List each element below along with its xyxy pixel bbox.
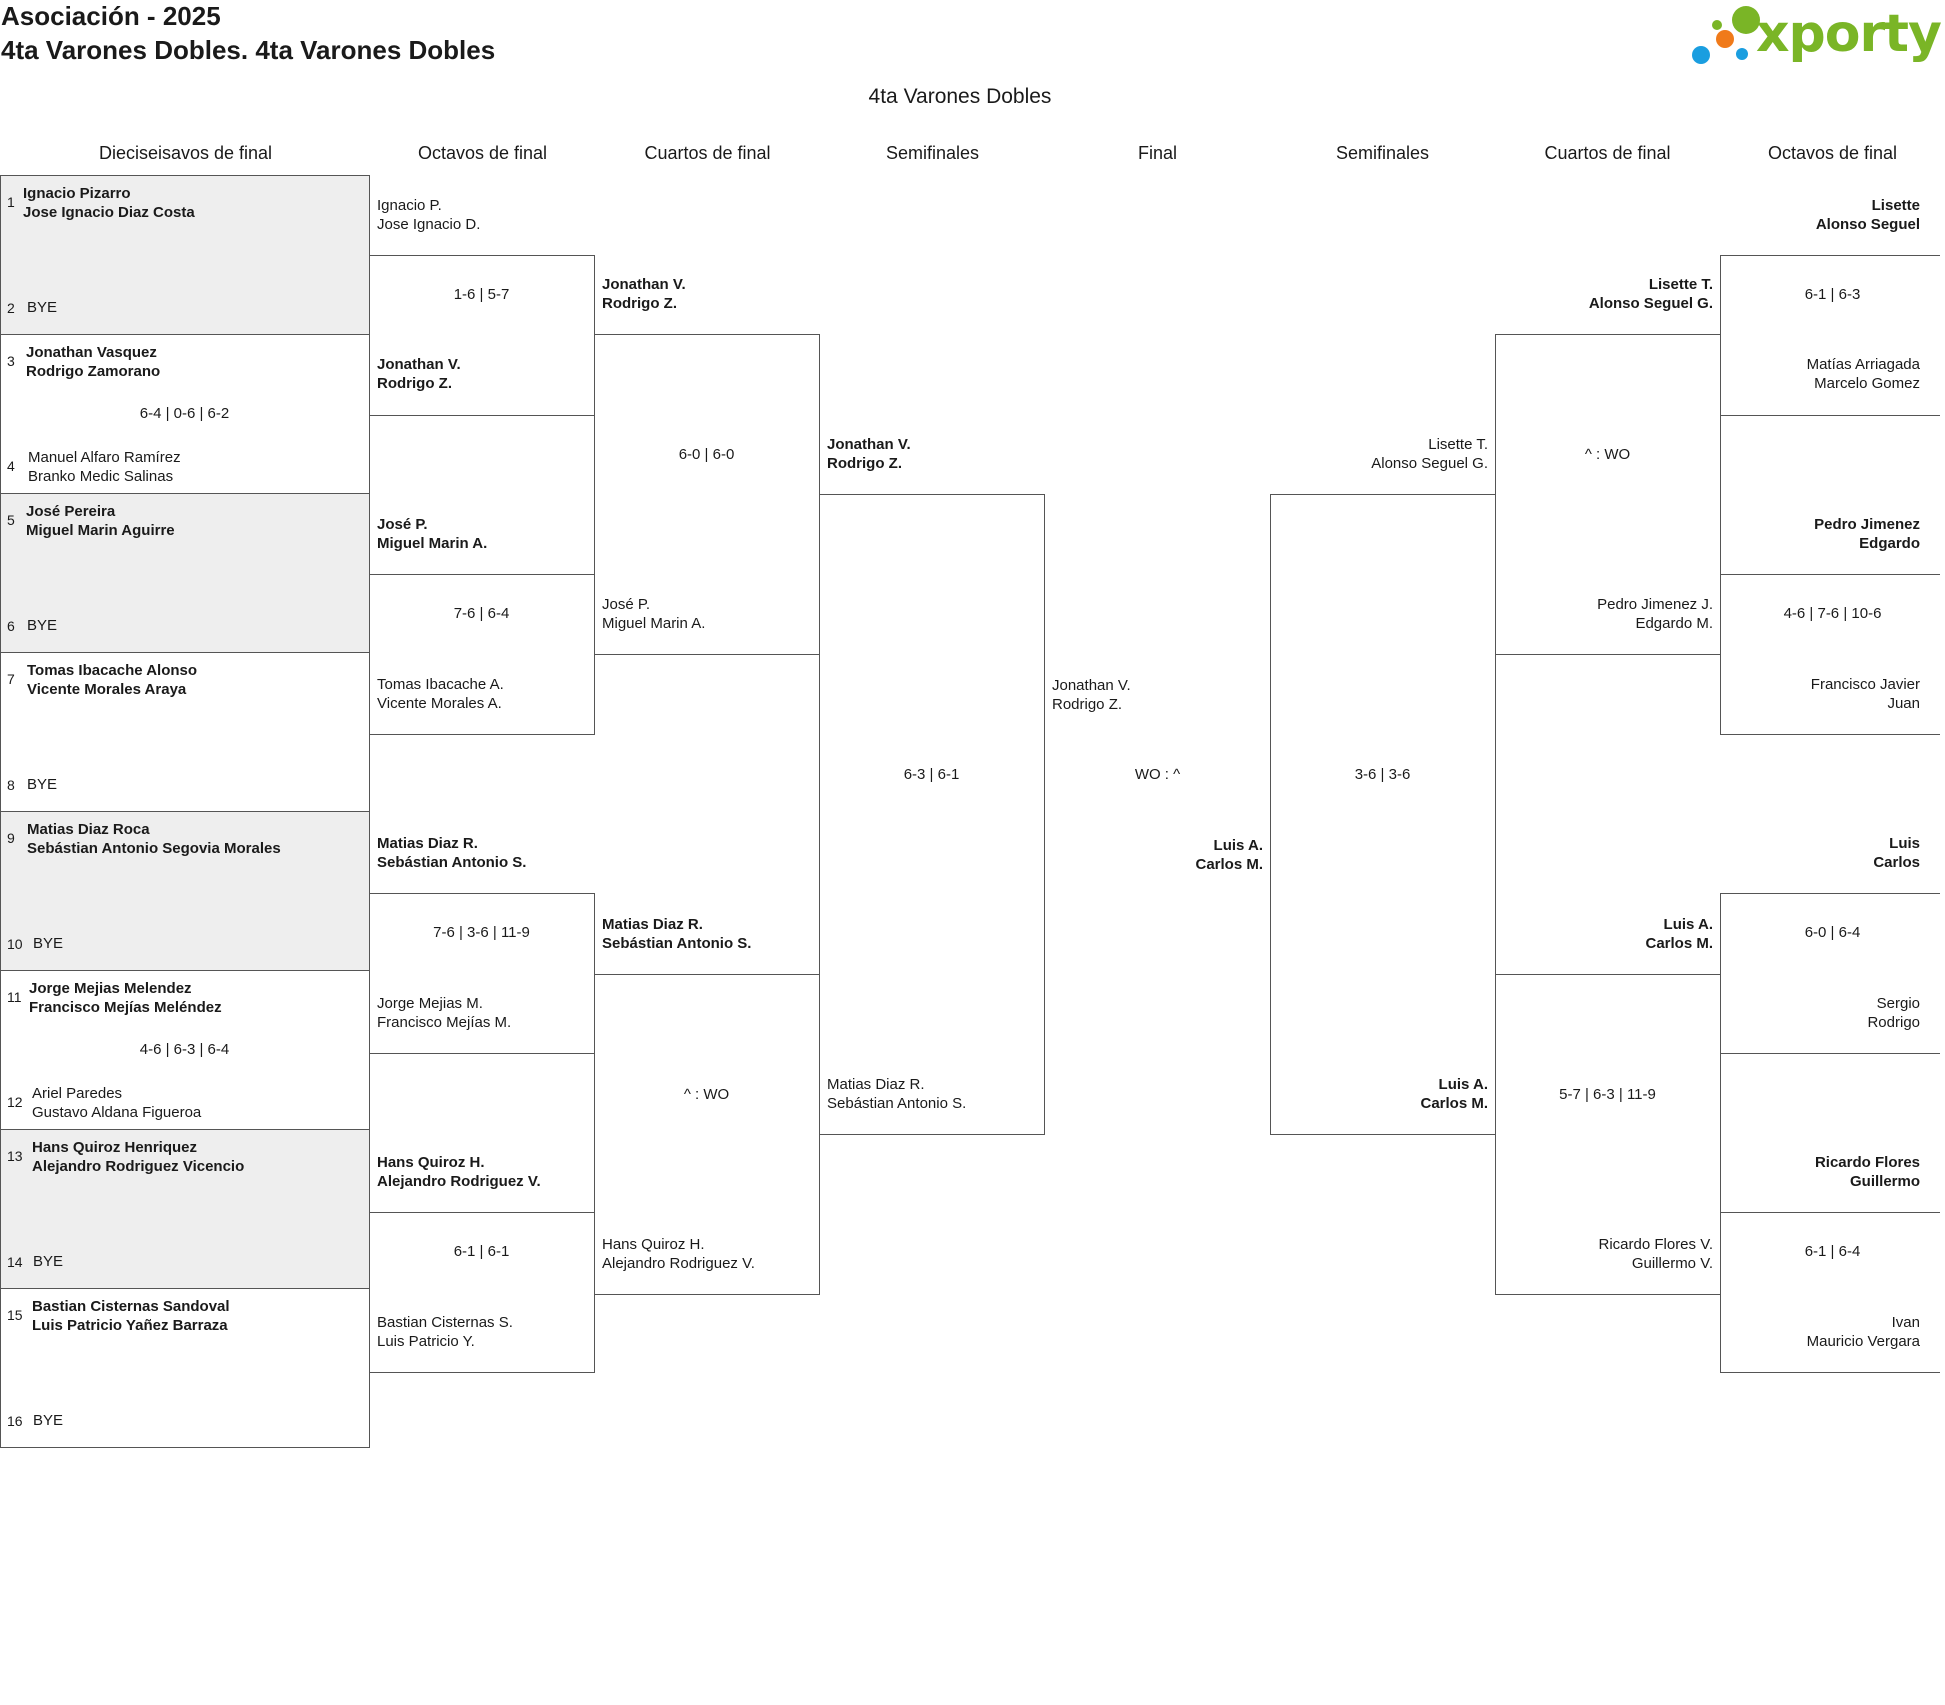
- team-player: Carlos M.: [1645, 935, 1713, 952]
- finalist-left-player: Rodrigo Z.: [1052, 696, 1123, 713]
- team-player: Miguel Marin A.: [602, 615, 706, 632]
- team-player: Miguel Marin A.: [377, 535, 488, 552]
- team-player: Miguel Marin Aguirre: [26, 522, 175, 539]
- team-player: Luis: [1889, 835, 1920, 852]
- logo-dot-small-blue: [1736, 48, 1748, 60]
- team-player: Lisette T.: [1428, 436, 1488, 453]
- association-title: Asociación - 2025: [1, 1, 221, 31]
- team-player: Jorge Mejias Melendez: [29, 980, 192, 997]
- match-score: 6-0 | 6-0: [678, 446, 735, 463]
- team-player: Jonathan V.: [377, 356, 461, 373]
- team-player: Edgardo M.: [1635, 615, 1713, 632]
- seed: 10: [7, 936, 23, 952]
- team-player: Luis A.: [1438, 1076, 1488, 1093]
- team-player: Rodrigo Zamorano: [26, 363, 161, 380]
- team-player: Bastian Cisternas Sandoval: [32, 1298, 230, 1315]
- bye-label: BYE: [33, 1412, 64, 1429]
- team-player: Alejandro Rodriguez Vicencio: [32, 1158, 245, 1175]
- team-player: Sebástian Antonio S.: [602, 935, 752, 952]
- team-player: Ariel Paredes: [32, 1085, 123, 1102]
- team-player: Carlos M.: [1420, 1095, 1488, 1112]
- team-player: Alonso Seguel G.: [1371, 455, 1488, 472]
- round-header-sf-right: Semifinales: [1335, 143, 1430, 163]
- team-player: Francisco Mejías Meléndez: [29, 999, 222, 1016]
- team-player: Hans Quiroz H.: [602, 1236, 705, 1253]
- round-header-r16: Octavos de final: [417, 143, 548, 163]
- team-player: Marcelo Gomez: [1814, 375, 1920, 392]
- round-header-final: Final: [1137, 143, 1177, 163]
- team-player: Rodrigo Z.: [827, 455, 902, 472]
- team-player: Manuel Alfaro Ramírez: [28, 449, 181, 466]
- finalist-right-player: Carlos M.: [1195, 856, 1263, 873]
- match-score: 7-6 | 3-6 | 11-9: [433, 924, 530, 941]
- team-player: Carlos: [1873, 854, 1920, 871]
- bye-label: BYE: [27, 776, 58, 793]
- seed: 3: [7, 353, 15, 369]
- logo-wordmark: xporty: [1756, 4, 1941, 64]
- seed: 8: [7, 777, 15, 793]
- team-player: Ricardo Flores V.: [1598, 1236, 1713, 1253]
- match-score: 6-1 | 6-1: [453, 1243, 510, 1260]
- team-player: Rodrigo: [1867, 1014, 1920, 1031]
- xporty-logo[interactable]: [1688, 2, 1941, 70]
- team-player: Juan: [1887, 695, 1920, 712]
- team-player: Jose Ignacio Diaz Costa: [23, 204, 195, 221]
- team-player: Mauricio Vergara: [1806, 1333, 1920, 1350]
- round-header-qf: Cuartos de final: [644, 143, 771, 163]
- team-player: Francisco Mejías M.: [377, 1014, 512, 1031]
- team-player: Matias Diaz R.: [827, 1076, 925, 1093]
- bracket-title: 4ta Varones Dobles: [868, 85, 1052, 108]
- round-header-r16-right: Octavos de final: [1767, 143, 1898, 163]
- team-player: Sergio: [1876, 995, 1920, 1012]
- team-player: Vicente Morales A.: [377, 695, 502, 712]
- team-player: Sebástian Antonio S.: [377, 854, 527, 871]
- team-player: Jonathan V.: [827, 436, 911, 453]
- seed: 16: [7, 1413, 23, 1429]
- team-player: Ivan: [1891, 1314, 1920, 1331]
- team-player: Lisette: [1871, 197, 1920, 214]
- team-player: Branko Medic Salinas: [28, 468, 174, 485]
- match-score: ^ : WO: [1584, 446, 1631, 463]
- team-player: Sebástian Antonio Segovia Morales: [27, 840, 281, 857]
- match-score: 6-1 | 6-4: [1804, 1243, 1861, 1260]
- seed: 7: [7, 671, 15, 687]
- match-score: 4-6 | 7-6 | 10-6: [1783, 605, 1882, 622]
- logo-dot-orange: [1716, 30, 1734, 48]
- team-player: Guillermo V.: [1631, 1255, 1713, 1272]
- sf-match-right[interactable]: [1270, 494, 1496, 1135]
- match-score: 6-3 | 6-1: [903, 766, 960, 783]
- finalist-right-player: Luis A.: [1213, 837, 1263, 854]
- team-player: Alonso Seguel G.: [1588, 295, 1713, 312]
- team-player: José P.: [377, 516, 428, 533]
- team-player: Pedro Jimenez: [1814, 516, 1920, 533]
- team-player: Ricardo Flores: [1814, 1154, 1920, 1171]
- bye-label: BYE: [27, 617, 58, 634]
- team-player: Alejandro Rodriguez V.: [377, 1173, 541, 1190]
- match-score: 3-6 | 3-6: [1354, 766, 1411, 783]
- seed: 14: [7, 1254, 23, 1270]
- seed: 4: [7, 458, 15, 474]
- team-player: Alejandro Rodriguez V.: [602, 1255, 755, 1272]
- team-player: Rodrigo Z.: [377, 375, 452, 392]
- match-score: 6-0 | 6-4: [1804, 924, 1861, 941]
- team-player: Luis A.: [1663, 916, 1713, 933]
- team-player: Guillermo: [1849, 1173, 1920, 1190]
- team-player: Alonso Seguel: [1815, 216, 1920, 233]
- team-player: José P.: [602, 596, 651, 613]
- team-player: Matias Diaz R.: [377, 835, 478, 852]
- team-player: Jorge Mejias M.: [377, 995, 483, 1012]
- team-player: Jose Ignacio D.: [377, 216, 481, 233]
- seed: 9: [7, 830, 15, 846]
- match-score: 5-7 | 6-3 | 11-9: [1559, 1086, 1656, 1103]
- seed: 12: [7, 1094, 23, 1110]
- match-score: 4-6 | 6-3 | 6-4: [139, 1041, 230, 1058]
- team-player: José Pereira: [26, 503, 116, 520]
- seed: 6: [7, 618, 15, 634]
- finalist-left-player: Jonathan V.: [1052, 677, 1131, 694]
- team-player: Luis Patricio Y.: [377, 1333, 475, 1350]
- team-player: Francisco Javier: [1810, 676, 1920, 693]
- team-player: Matias Diaz R.: [602, 916, 703, 933]
- team-player: Matías Arriagada: [1806, 356, 1920, 373]
- bye-label: BYE: [27, 299, 58, 316]
- team-player: Luis Patricio Yañez Barraza: [32, 1317, 228, 1334]
- seed: 1: [7, 194, 15, 210]
- team-player: Matias Diaz Roca: [27, 821, 150, 838]
- team-player: Gustavo Aldana Figueroa: [32, 1104, 202, 1121]
- team-player: Lisette T.: [1648, 276, 1713, 293]
- team-player: Jonathan V.: [602, 276, 686, 293]
- match-score: 1-6 | 5-7: [453, 286, 510, 303]
- seed: 13: [7, 1148, 23, 1164]
- logo-dot-blue: [1692, 46, 1710, 64]
- match-score: 7-6 | 6-4: [453, 605, 510, 622]
- bye-label: BYE: [33, 935, 64, 952]
- logo-dot-small-green: [1712, 20, 1722, 30]
- team-player: Bastian Cisternas S.: [377, 1314, 513, 1331]
- team-player: Edgardo: [1859, 535, 1920, 552]
- team-player: Tomas Ibacache A.: [377, 676, 504, 693]
- round-header-r32: Dieciseisavos de final: [98, 143, 273, 163]
- team-player: Rodrigo Z.: [602, 295, 677, 312]
- team-player: Ignacio Pizarro: [23, 185, 131, 202]
- match-score: 6-1 | 6-3: [1804, 286, 1861, 303]
- match-score: ^ : WO: [683, 1086, 730, 1103]
- seed: 2: [7, 300, 15, 316]
- seed: 5: [7, 512, 15, 528]
- team-player: Pedro Jimenez J.: [1597, 596, 1713, 613]
- final-score: WO : ^: [1134, 766, 1181, 783]
- match-score: 6-4 | 0-6 | 6-2: [139, 405, 230, 422]
- team-player: Jonathan Vasquez: [26, 344, 157, 361]
- team-player: Vicente Morales Araya: [27, 681, 187, 698]
- team-player: Hans Quiroz Henriquez: [32, 1139, 198, 1156]
- round-header-sf: Semifinales: [885, 143, 980, 163]
- team-player: Sebástian Antonio S.: [827, 1095, 967, 1112]
- bye-label: BYE: [33, 1253, 64, 1270]
- seed: 15: [7, 1307, 23, 1323]
- team-player: Ignacio P.: [377, 197, 442, 214]
- sf-match-left[interactable]: [819, 494, 1045, 1135]
- round-header-qf-right: Cuartos de final: [1544, 143, 1671, 163]
- team-player: Tomas Ibacache Alonso: [27, 662, 198, 679]
- team-player: Hans Quiroz H.: [377, 1154, 485, 1171]
- seed: 11: [7, 989, 22, 1005]
- category-title: 4ta Varones Dobles. 4ta Varones Dobles: [1, 35, 496, 65]
